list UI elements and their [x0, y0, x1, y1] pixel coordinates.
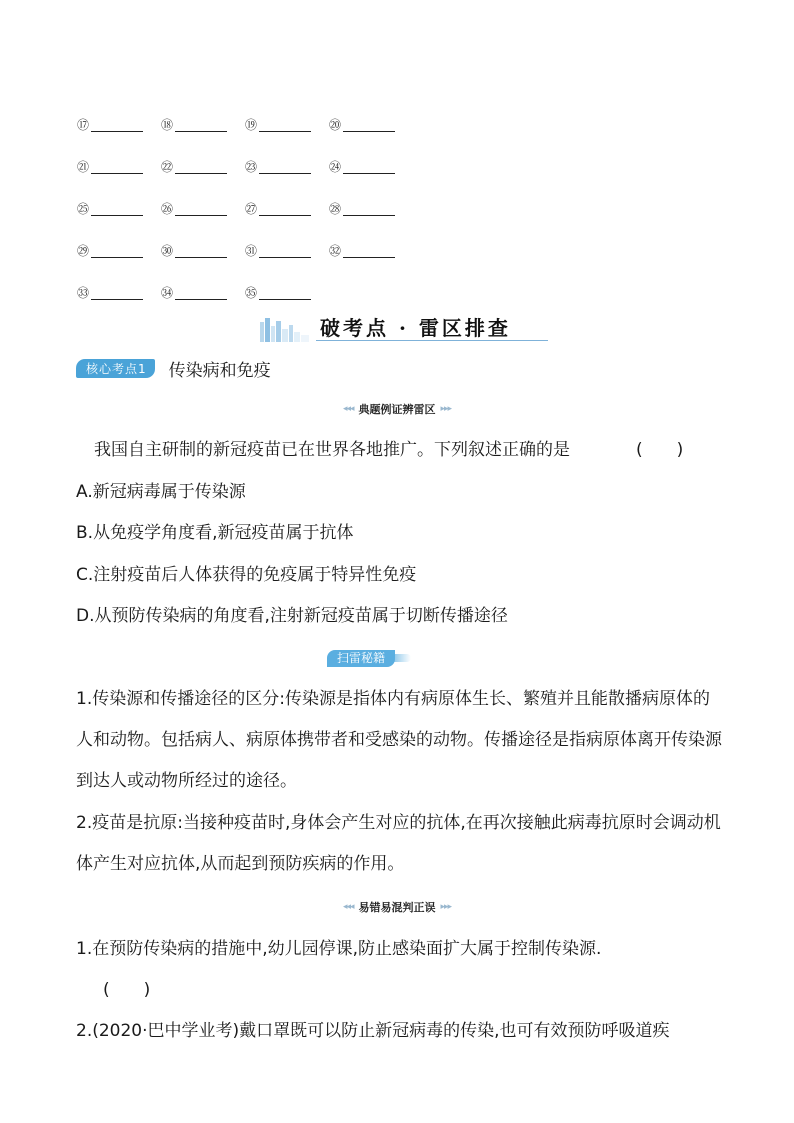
answer-blank[interactable] [244, 238, 328, 258]
blank-line [343, 256, 395, 258]
blank-number: ㉖ [160, 202, 173, 216]
blank-number: ㉘ [328, 202, 341, 216]
blank-line [259, 214, 311, 216]
blank-row [76, 238, 416, 280]
blank-line [175, 214, 227, 216]
answer-blank[interactable] [244, 280, 328, 300]
blank-number: ⑲ [244, 118, 257, 132]
answer-blank[interactable] [76, 280, 160, 300]
right-arrows-icon: ▸▸▸ [440, 902, 452, 912]
blank-line [259, 298, 311, 300]
blank-row [76, 112, 416, 154]
example-divider-label: 典题例证辨雷区 [358, 403, 436, 416]
blank-number: ㉟ [244, 286, 257, 300]
blank-number: ㉜ [328, 244, 341, 258]
tip-paragraph: 2.疫苗是抗原:当接种疫苗时,身体会产生对应的抗体,在再次接触此病毒抗原时会调动机体产生对应抗体,从而起到预防疾病的作用。 [76, 813, 721, 874]
answer-blank[interactable] [328, 196, 412, 216]
blank-line [343, 172, 395, 174]
blank-line [259, 172, 311, 174]
blank-row [76, 196, 416, 238]
judge-item: 2.(2020·巴中学业考)戴口罩既可以防止新冠病毒的传染,也可有效预防呼吸道疾 [76, 1021, 670, 1041]
answer-blank[interactable] [328, 112, 412, 132]
example-divider [0, 401, 794, 417]
answer-blank[interactable] [160, 112, 244, 132]
tips-label-text: 扫雷秘籍 [327, 650, 395, 667]
blank-number: ㉒ [160, 160, 173, 174]
blank-line [175, 256, 227, 258]
answer-blank[interactable] [328, 238, 412, 258]
blank-number: ㉝ [76, 286, 89, 300]
question-stem: 我国自主研制的新冠疫苗已在世界各地推广。下列叙述正确的是 [94, 440, 570, 460]
core-point-title: 传染病和免疫 [168, 361, 271, 381]
left-arrows-icon: ◂◂◂ [342, 404, 354, 414]
blank-number: ㉚ [160, 244, 173, 258]
option-b[interactable]: B.从免疫学角度看,新冠疫苗属于抗体 [76, 523, 354, 543]
judge-divider-label: 易错易混判正误 [358, 901, 436, 914]
blank-number: ㉗ [244, 202, 257, 216]
answer-blank[interactable] [76, 154, 160, 174]
blank-line [175, 298, 227, 300]
answer-blanks-grid [76, 112, 416, 322]
blank-line [91, 298, 143, 300]
answer-blank[interactable] [244, 196, 328, 216]
judge-answer-bracket[interactable]: ( ) [103, 980, 151, 1000]
city-skyline-icon [258, 316, 318, 342]
right-arrows-icon: ▸▸▸ [440, 404, 452, 414]
answer-blank[interactable] [160, 238, 244, 258]
blank-number: ㉞ [160, 286, 173, 300]
answer-blank[interactable] [76, 238, 160, 258]
tips-label [327, 650, 409, 668]
blank-number: ㉓ [244, 160, 257, 174]
blank-line [91, 214, 143, 216]
blank-line [259, 256, 311, 258]
blank-line [259, 130, 311, 132]
judge-item: 1.在预防传染病的措施中,幼儿园停课,防止感染面扩大属于控制传染源. [76, 939, 602, 959]
blank-number: ㉕ [76, 202, 89, 216]
question-answer-bracket[interactable]: ( ) [636, 440, 684, 460]
judge-divider [0, 899, 794, 915]
option-c[interactable]: C.注射疫苗后人体获得的免疫属于特异性免疫 [76, 565, 417, 585]
blank-line [91, 256, 143, 258]
banner-underline [316, 340, 548, 341]
answer-blank[interactable] [76, 196, 160, 216]
option-a[interactable]: A.新冠病毒属于传染源 [76, 482, 246, 502]
blank-line [91, 130, 143, 132]
answer-blank[interactable] [328, 154, 412, 174]
blank-line [343, 214, 395, 216]
blank-number: ⑱ [160, 118, 173, 132]
blank-number: ㉙ [76, 244, 89, 258]
blank-line [343, 130, 395, 132]
blank-line [175, 130, 227, 132]
section-title: 破考点 · 雷区排查 [320, 316, 511, 340]
core-point-header [76, 356, 271, 381]
answer-blank[interactable] [160, 280, 244, 300]
answer-blank[interactable] [244, 154, 328, 174]
blank-number: ⑳ [328, 118, 341, 132]
left-arrows-icon: ◂◂◂ [342, 902, 354, 912]
answer-blank[interactable] [160, 154, 244, 174]
blank-number: ⑰ [76, 118, 89, 132]
core-point-badge: 核心考点1 [76, 359, 155, 378]
answer-blank[interactable] [160, 196, 244, 216]
blank-number: ㉑ [76, 160, 89, 174]
blank-row [76, 154, 416, 196]
tip-paragraph: 1.传染源和传播途径的区分:传染源是指体内有病原体生长、繁殖并且能散播病原体的人和动物。包括病人、病原体携带者和受感染的动物。传播途径是指病原体离开传染源到达人或动物所经过的途径。 [76, 689, 722, 791]
answer-blank[interactable] [76, 112, 160, 132]
answer-blank[interactable] [244, 112, 328, 132]
blank-line [91, 172, 143, 174]
blank-number: ㉔ [328, 160, 341, 174]
section-banner [258, 312, 548, 342]
blank-number: ㉛ [244, 244, 257, 258]
option-d[interactable]: D.从预防传染病的角度看,注射新冠疫苗属于切断传播途径 [76, 606, 508, 626]
blank-line [175, 172, 227, 174]
